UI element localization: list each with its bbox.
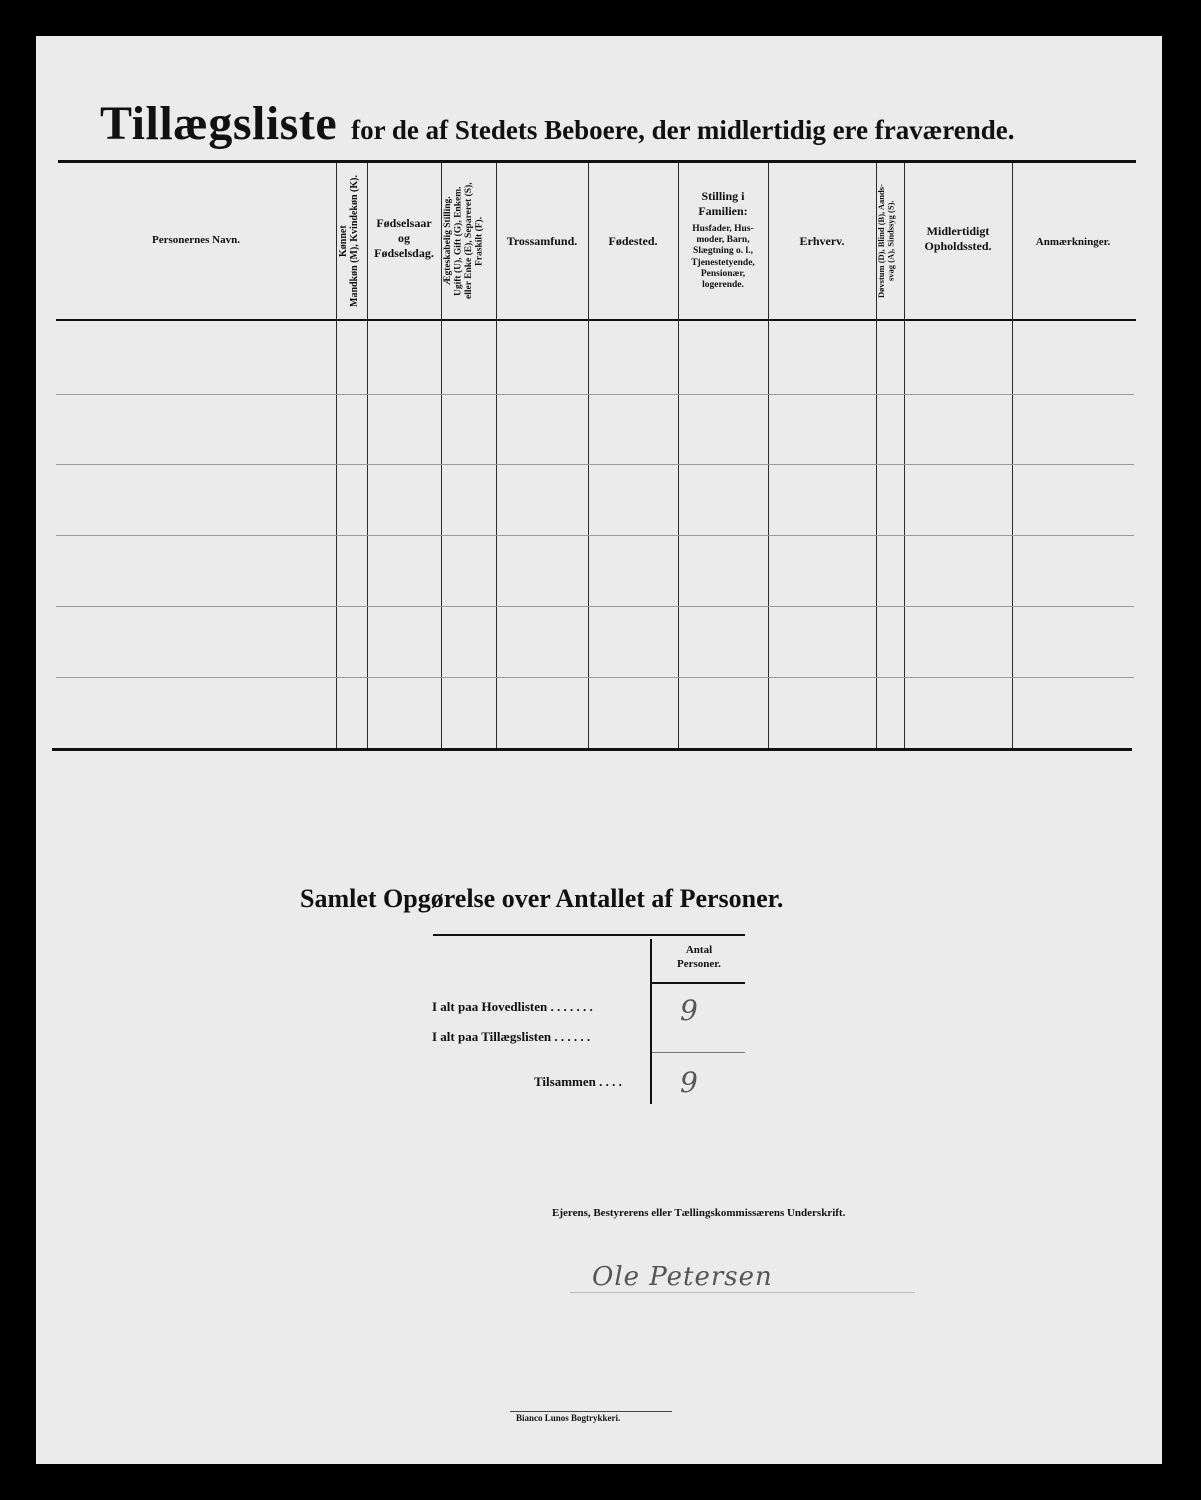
col-divider	[367, 163, 368, 748]
col-divider	[904, 163, 905, 748]
header-trossamfund: Trossamfund.	[506, 234, 578, 248]
header-stilling-sub: Husfader, Hus- moder, Barn, Slægtning o. l., Tjenestetyende, Pensionær, logerende.	[691, 224, 755, 291]
table-row-rule	[56, 606, 1134, 607]
summary-top-rule	[433, 934, 745, 936]
table-row-rule	[56, 535, 1134, 536]
col-divider	[678, 163, 679, 748]
header-opholdssted: Midlertidigt Opholdssted.	[924, 224, 992, 253]
summary-title: Samlet Opgørelse over Antallet af Personer.	[300, 884, 784, 913]
signature-handwritten: Ole Petersen	[592, 1262, 773, 1292]
header-fodselsaar: Fødselsaar og Fødselsdag.	[374, 216, 434, 260]
header-dovstum: Døvstum (D), Blind (B), Aands- svag (A), Sindssyg (S).	[876, 184, 896, 298]
header-fodested: Fødested.	[608, 234, 658, 248]
signature-line	[570, 1292, 915, 1293]
header-stilling-title: Stilling i Familien:	[698, 189, 748, 218]
col-divider	[588, 163, 589, 748]
summary-row-label: Tilsammen . . . .	[534, 1074, 622, 1089]
header-names: Personernes Navn.	[152, 234, 240, 246]
summary-divider	[650, 939, 652, 1104]
summary-subtotal-rule	[652, 1052, 745, 1053]
col-divider	[336, 163, 337, 748]
summary-row-label: I alt paa Hovedlisten . . . . . . .	[432, 999, 593, 1014]
table-header-rule	[56, 319, 1136, 321]
col-divider	[441, 163, 442, 748]
title-rest	[351, 115, 1014, 145]
table-top-rule	[58, 160, 1136, 163]
form-title	[100, 96, 1015, 151]
printer-imprint: Bianco Lunos Bogtrykkeri.	[516, 1413, 621, 1423]
summary-row-value: 9	[680, 994, 698, 1027]
table-row-rule	[56, 394, 1134, 395]
header-anmaerkninger: Anmærkninger.	[1035, 236, 1111, 248]
header-kjonnet: Kønnet Mandkøn (M), Kvindekøn (K).	[338, 175, 360, 307]
summary-header-rule	[652, 982, 745, 984]
col-divider	[768, 163, 769, 748]
title-main: Tillægsliste	[100, 97, 338, 150]
table-row-rule	[56, 464, 1134, 465]
header-aegteskab: Ægteskabelig Stilling. Ugift (U), Gift (G), Enkem. eller Enke (E), Separeret (S), Fraskilt (F).	[443, 182, 485, 300]
col-divider	[1012, 163, 1013, 748]
col-divider	[496, 163, 497, 748]
table-row-rule	[56, 677, 1134, 678]
summary-col-header: Antal Personer.	[677, 944, 721, 970]
summary-row-value: 9	[680, 1066, 698, 1099]
signature-caption: Ejerens, Bestyrerens eller Tællingskommissærens Underskrift.	[552, 1207, 846, 1219]
header-erhverv: Erhverv.	[799, 234, 845, 248]
title-rest-text: for de af Stedets Beboere, der midlertidig ere	[351, 115, 869, 145]
summary-row-label: I alt paa Tillægslisten . . . . . .	[432, 1029, 591, 1044]
printer-rule	[510, 1411, 672, 1412]
table-bottom-rule	[52, 748, 1132, 751]
title-emphasis: fraværende.	[874, 115, 1015, 145]
